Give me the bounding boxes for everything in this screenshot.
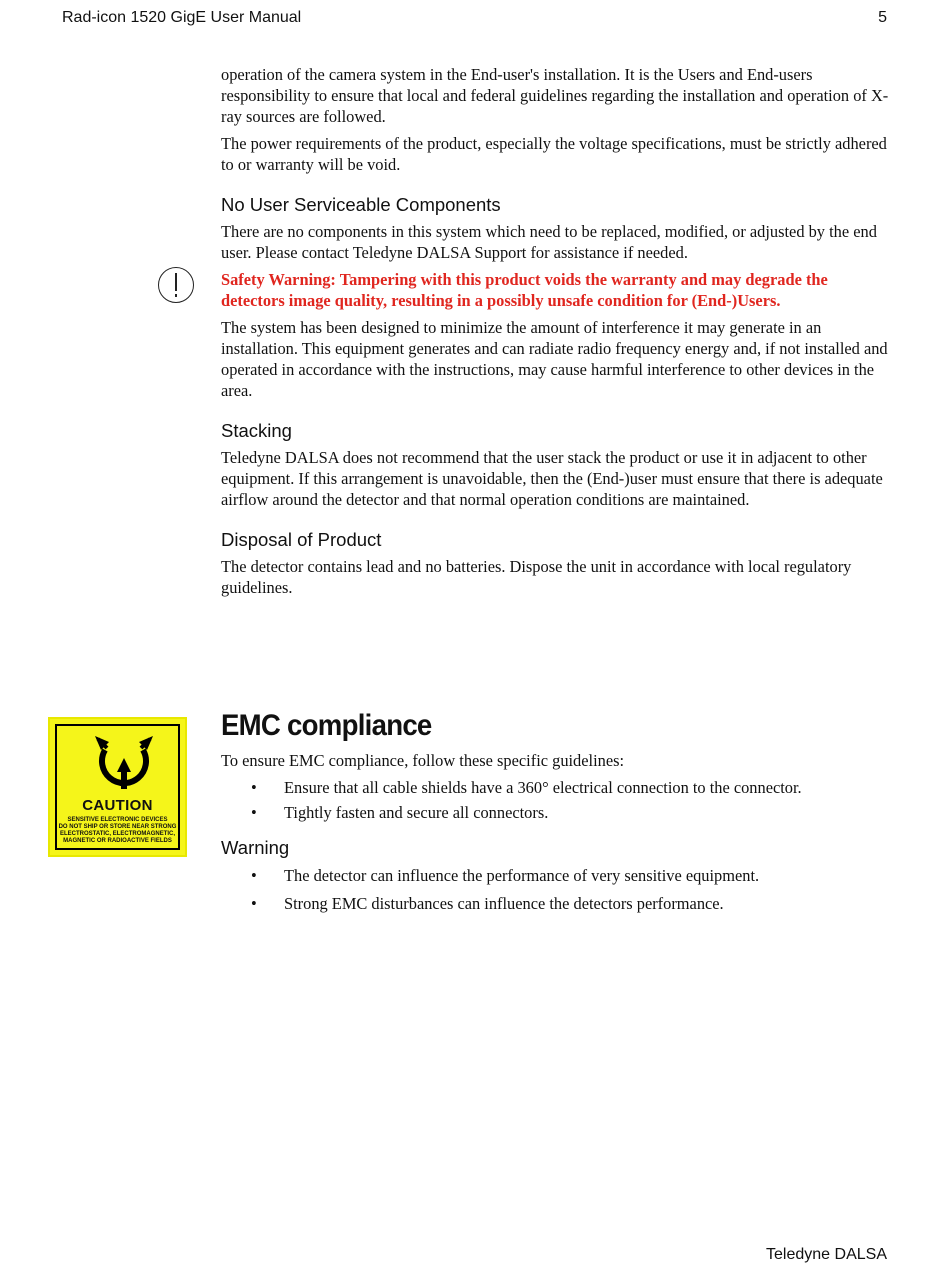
intro-paragraph-1: operation of the camera system in the End-user's installation. It is the Users and End-users responsibility to ensure that local and federal guidelines regarding the installation and operation of X-ray sources are followed. — [221, 65, 889, 126]
heading-no-user-serviceable: No User Serviceable Components — [221, 194, 501, 215]
caution-title: CAUTION — [82, 797, 153, 814]
esd-hand-icon — [91, 732, 157, 796]
no-user-serviceable-paragraph: There are no components in this system which need to be replaced, modified, or adjusted by the end user. Please contact Teledyne DALSA Support for assistance if needed. — [221, 222, 877, 262]
heading-disposal: Disposal of Product — [221, 529, 382, 550]
heading-emc-compliance: EMC compliance — [221, 709, 432, 742]
main-content — [221, 64, 891, 604]
emc-intro: To ensure EMC compliance, follow these specific guidelines: — [221, 751, 625, 770]
emc-section — [221, 706, 891, 918]
header-title: Rad-icon 1520 GigE User Manual — [62, 9, 302, 26]
intro-paragraph-2: The power requirements of the product, especially the voltage specifications, must be strictly adhered to or warranty will be void. — [221, 134, 887, 174]
interference-paragraph: The system has been designed to minimize the amount of interference it may generate in an installation. This equipment generates and can radiate radio frequency energy and, if not installed and operated in accordance with the instructions, may cause harmful interference to other devices in the area. — [221, 318, 888, 400]
page-number: 5 — [878, 9, 887, 26]
list-item: • Tightly fasten and secure all connectors. — [251, 803, 549, 822]
exclamation-icon — [158, 267, 194, 303]
list-item: • The detector can influence the performance of very sensitive equipment. — [251, 866, 760, 885]
warning-list — [221, 865, 891, 914]
emc-guidelines-list — [221, 777, 891, 823]
caution-subtext: SENSITIVE ELECTRONIC DEVICES DO NOT SHIP OR STORE NEAR STRONG ELECTROSTATIC, ELECTROMAGNETIC, MAGNETIC OR RADIOACTIVE FIELDS — [58, 817, 177, 844]
heading-stacking: Stacking — [221, 420, 292, 441]
safety-warning-text: Safety Warning: Tampering with this product voids the warranty and may degrade the detectors image quality, resulting in a possibly unsafe condition for (End-)Users. — [221, 270, 828, 310]
footer-company: Teledyne DALSA — [766, 1246, 887, 1263]
safety-warning-block — [221, 269, 891, 311]
list-item: • Ensure that all cable shields have a 360° electrical connection to the connector. — [251, 778, 802, 797]
heading-warning: Warning — [221, 837, 290, 858]
stacking-paragraph: Teledyne DALSA does not recommend that the user stack the product or use it in adjacent to other equipment. If this arrangement is unavoidable, then the (End-)user must ensure that there is adequate airflow around the detector and that normal operation conditions are maintained. — [221, 448, 883, 509]
list-item: • Strong EMC disturbances can influence the detectors performance. — [251, 894, 724, 913]
caution-esd-label — [48, 717, 187, 857]
disposal-paragraph: The detector contains lead and no batteries. Dispose the unit in accordance with local regulatory guidelines. — [221, 557, 852, 597]
